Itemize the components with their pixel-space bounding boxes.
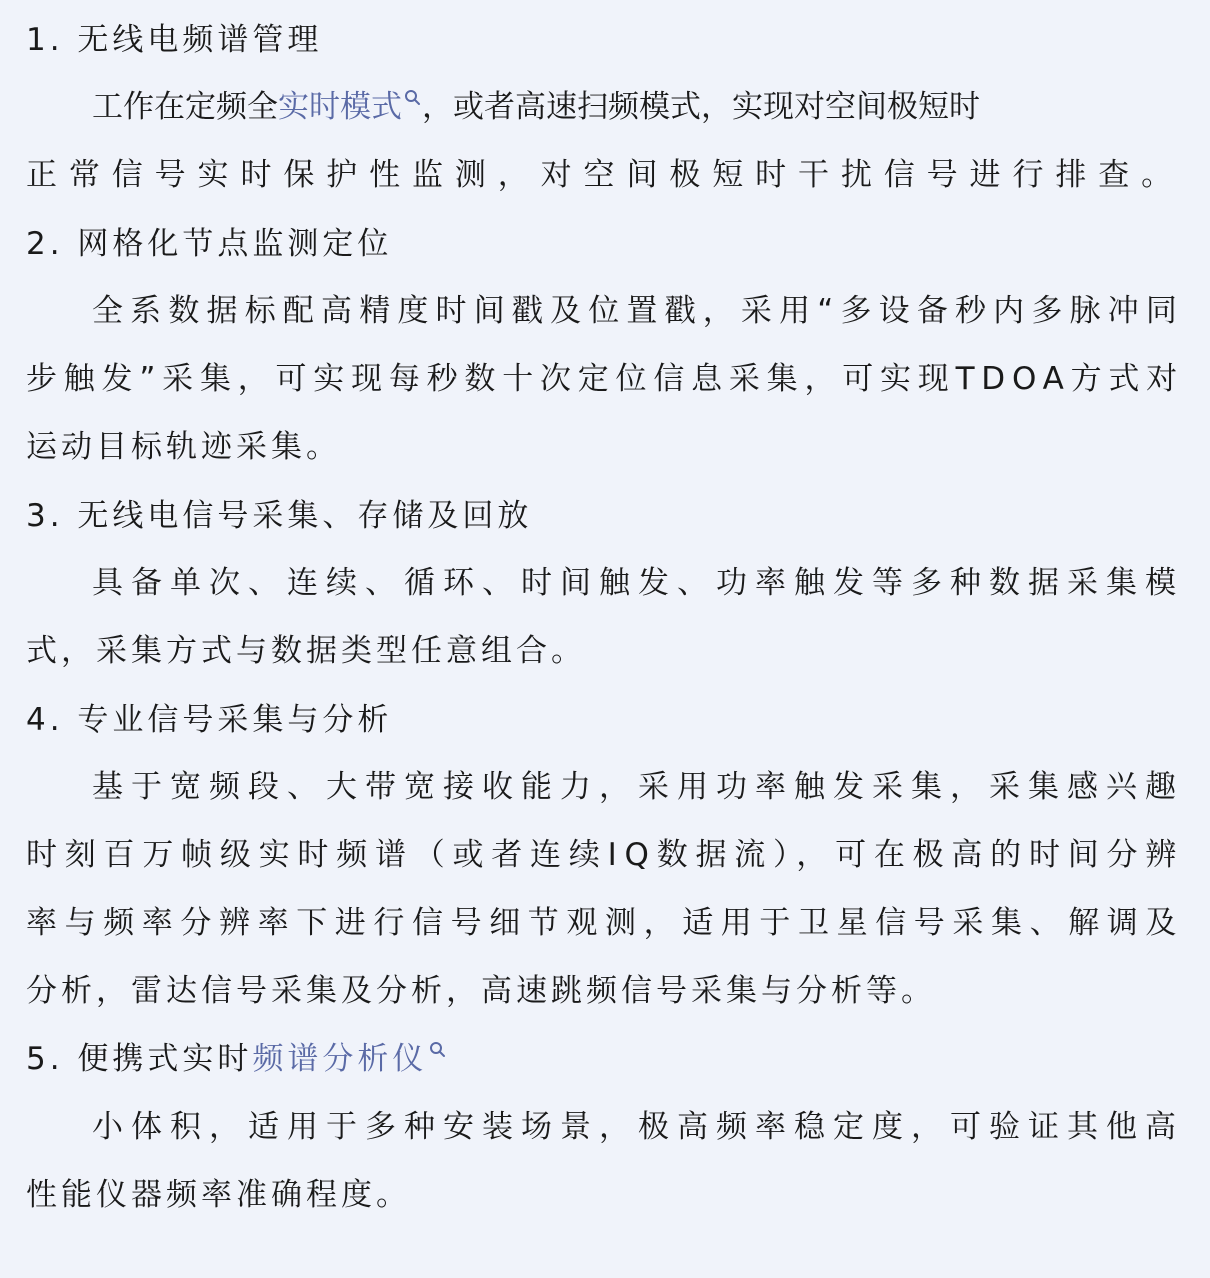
section-1-line-1	[92, 87, 1184, 127]
section-heading-2: 2. 网格化节点监测定位	[26, 226, 393, 262]
section-4-line-4: 分析，雷达信号采集及分析，高速跳频信号采集与分析等。	[26, 973, 936, 1009]
section-1-line-2: 正常信号实时保护性监测，对空间极短时干扰信号进行排查。	[26, 157, 1184, 193]
section-4-line-3: 率与频率分辨率下进行信号细节观测，适用于卫星信号采集、解调及	[26, 905, 1184, 941]
section-heading-5	[26, 1039, 447, 1079]
section-4-line-1: 基于宽频段、大带宽接收能力，采用功率触发采集，采集感兴趣	[92, 769, 1184, 805]
link-text[interactable]: 实时模式	[278, 89, 402, 125]
text-fragment: ，或者高速扫频模式，实现对空间极短时	[422, 89, 980, 125]
search-icon[interactable]	[404, 89, 422, 111]
link-text[interactable]: 频谱分析仪	[252, 1041, 428, 1077]
section-2-line-2: 步触发”采集，可实现每秒数十次定位信息采集，可实现TDOA方式对	[26, 361, 1184, 397]
section-heading-1: 1. 无线电频谱管理	[26, 22, 323, 58]
section-4-line-2: 时刻百万帧级实时频谱（或者连续IQ数据流），可在极高的时间分辨	[26, 837, 1185, 873]
section-3-line-2: 式，采集方式与数据类型任意组合。	[26, 633, 586, 669]
section-heading-4: 4. 专业信号采集与分析	[26, 702, 393, 738]
search-icon[interactable]	[429, 1041, 447, 1063]
spectrum-analyzer-link[interactable]	[252, 1041, 447, 1077]
section-2-line-3: 运动目标轨迹采集。	[26, 429, 341, 465]
section-2-line-1: 全系数据标配高精度时间戳及位置戳，采用“多设备秒内多脉冲同	[92, 293, 1185, 329]
text-fragment: 工作在定频全	[92, 89, 278, 125]
realtime-mode-link[interactable]	[278, 89, 422, 125]
section-5-line-1: 小体积，适用于多种安装场景，极高频率稳定度，可验证其他高	[92, 1109, 1184, 1145]
section-5-line-2: 性能仪器频率准确程度。	[26, 1177, 411, 1213]
section-3-line-1: 具备单次、连续、循环、时间触发、功率触发等多种数据采集模	[92, 565, 1184, 601]
heading-text: 5. 便携式实时	[26, 1041, 253, 1077]
section-heading-3: 3. 无线电信号采集、存储及回放	[26, 498, 533, 534]
